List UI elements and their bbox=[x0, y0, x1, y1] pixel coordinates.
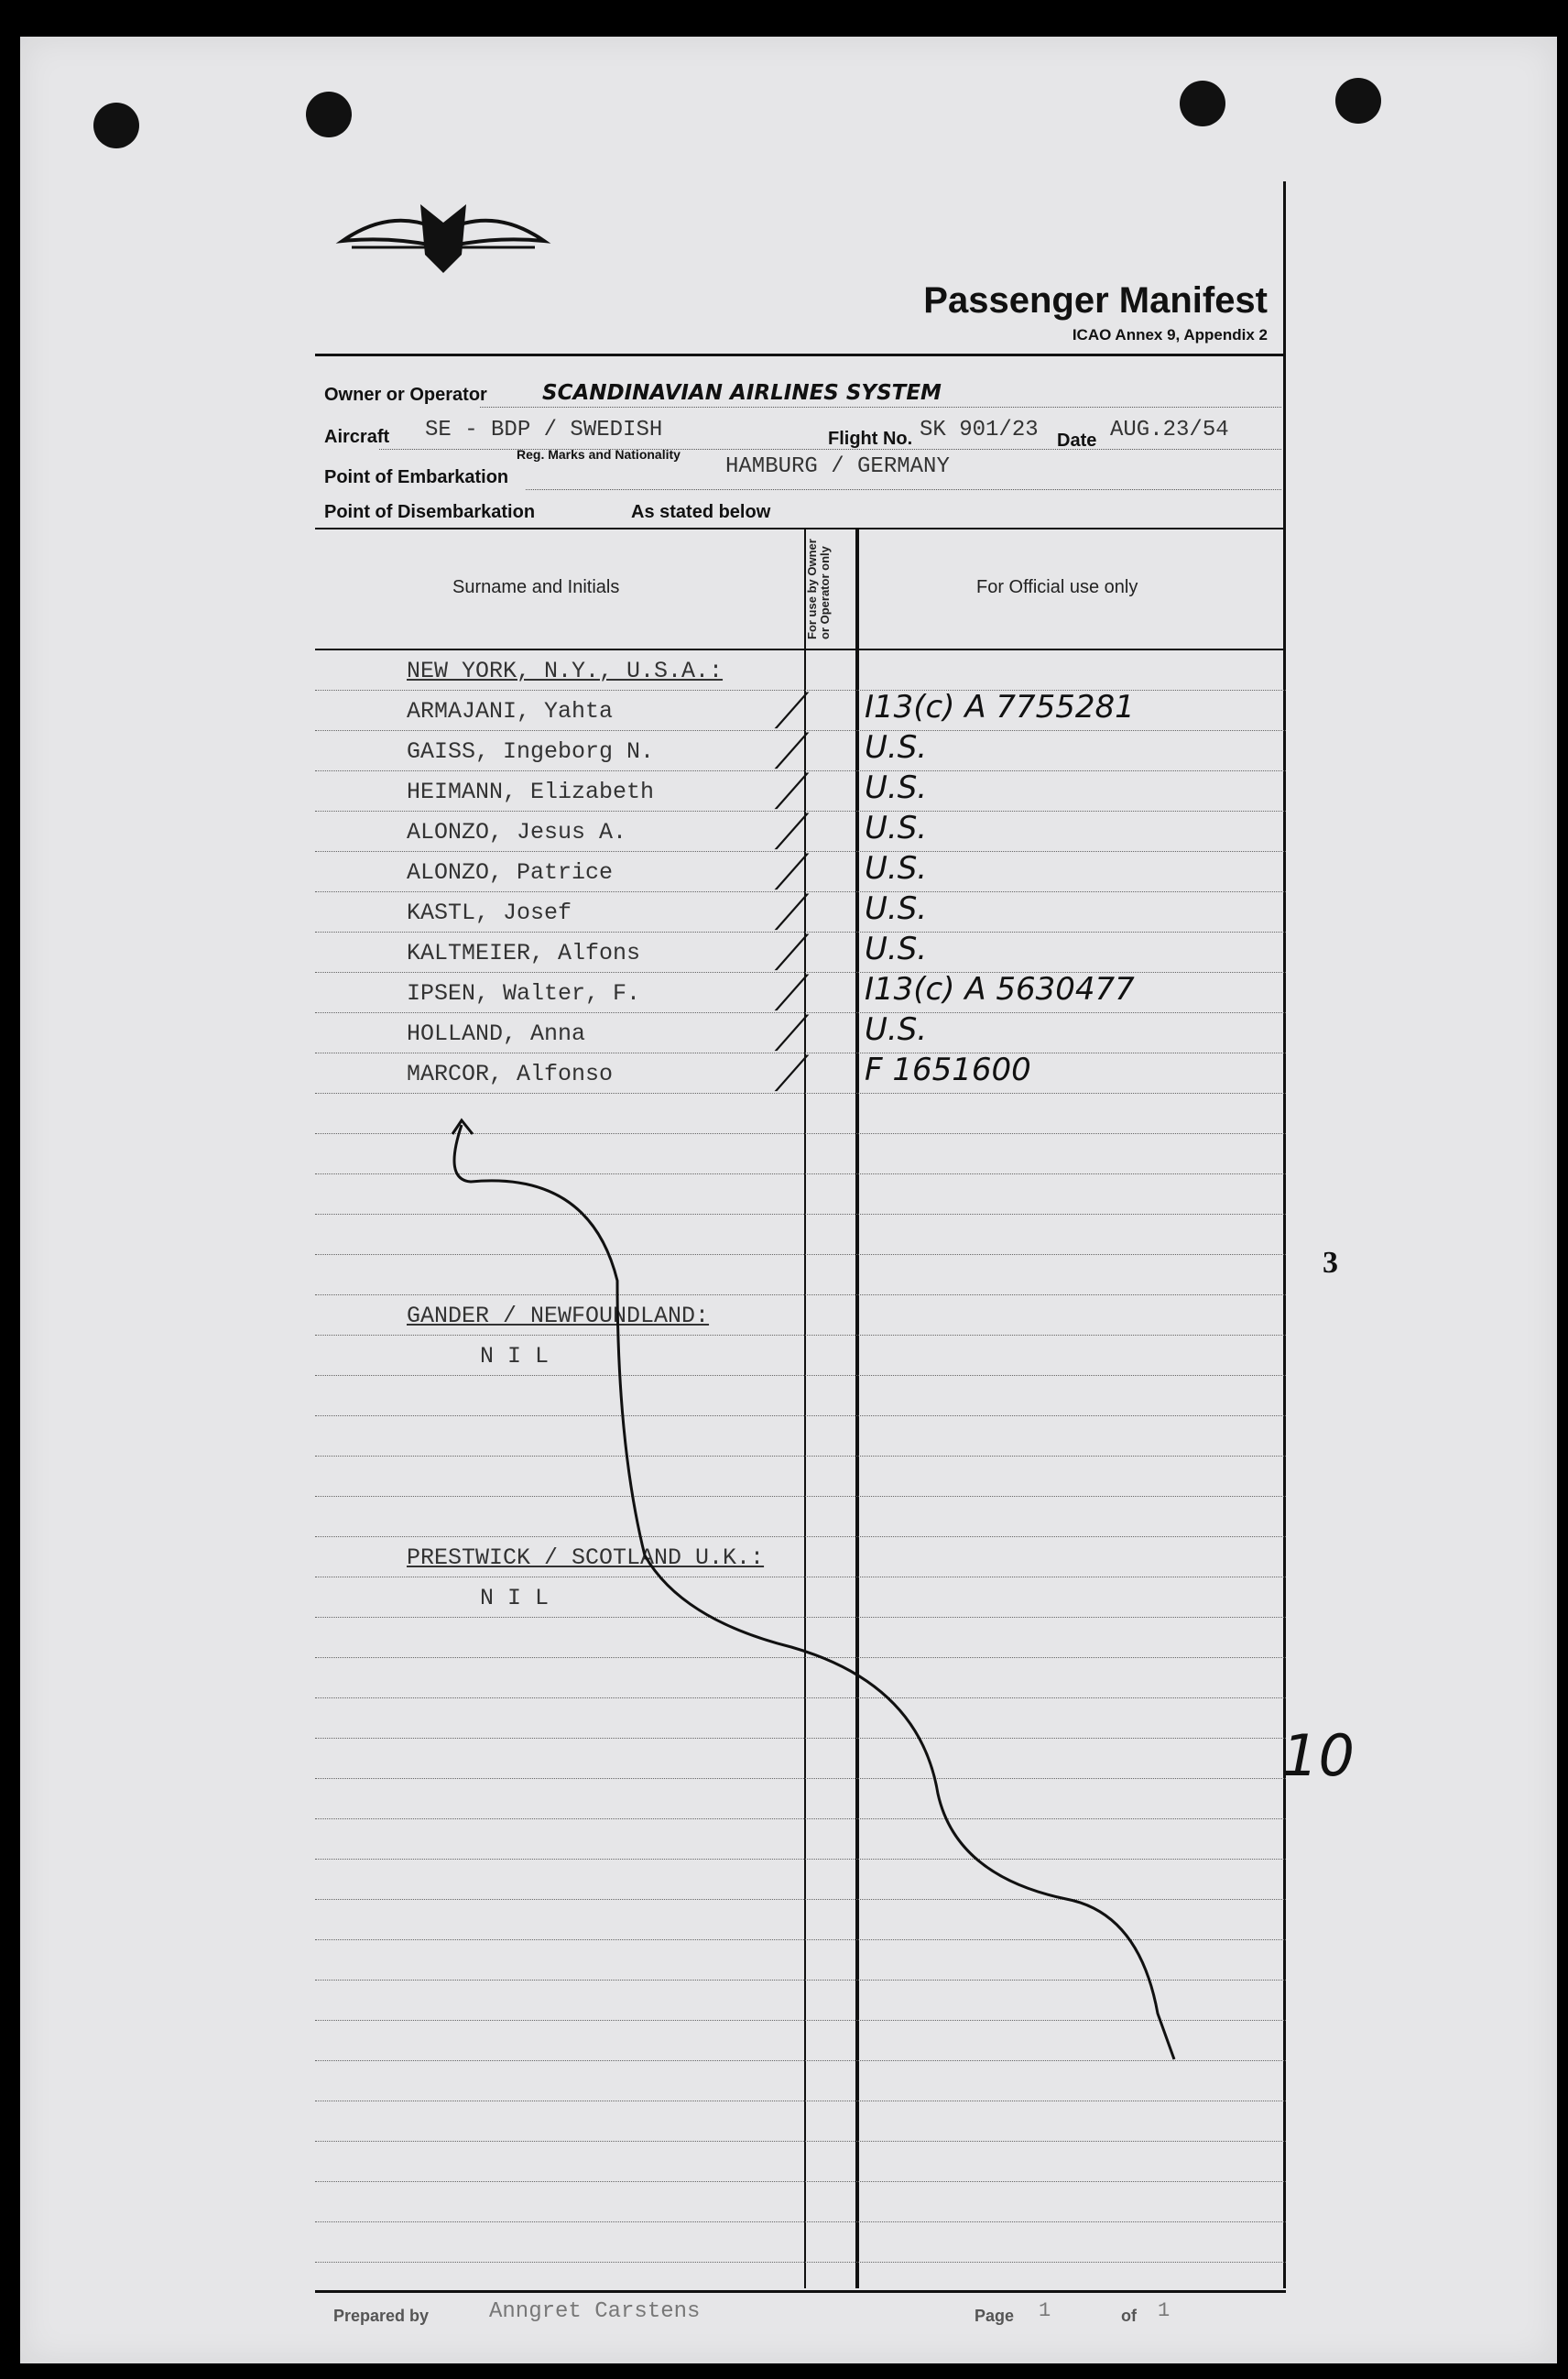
destination-row bbox=[315, 1537, 1286, 1577]
margin-hand-count: 10 bbox=[1282, 1722, 1355, 1789]
table-row bbox=[315, 1860, 1286, 1900]
of-value: 1 bbox=[1158, 2299, 1171, 2322]
passenger-name: KALTMEIER, Alfons bbox=[407, 940, 641, 966]
official-note: U.S. bbox=[865, 931, 928, 967]
punch-hole bbox=[1335, 78, 1381, 124]
table-row bbox=[315, 2222, 1286, 2263]
table-top-rule bbox=[315, 528, 1286, 529]
owner-use-header: For use by Owner or Operator only bbox=[805, 539, 832, 639]
page-label: Page bbox=[975, 2307, 1015, 2325]
date-label: Date bbox=[1057, 431, 1097, 451]
table-row bbox=[315, 771, 1286, 812]
official-note: U.S. bbox=[865, 810, 928, 846]
destination-row bbox=[315, 1295, 1286, 1336]
flight-value: SK 901/23 bbox=[920, 418, 1039, 442]
table-row bbox=[315, 1940, 1286, 1981]
table-row bbox=[315, 1981, 1286, 2021]
table-row bbox=[315, 1094, 1286, 1134]
table-row bbox=[315, 892, 1286, 933]
destination-row bbox=[315, 650, 1286, 691]
airline-wings-logo bbox=[333, 191, 553, 282]
manifest-form bbox=[315, 181, 1286, 2325]
check-mark-icon: ╱ bbox=[776, 693, 808, 728]
destination-label: NEW YORK, N.Y., U.S.A.: bbox=[407, 658, 724, 684]
check-mark-icon: ╱ bbox=[776, 774, 808, 809]
margin-page-number: 3 bbox=[1323, 1246, 1338, 1280]
owner-line bbox=[480, 407, 1281, 408]
table-row bbox=[315, 1416, 1286, 1457]
manifest-sheet bbox=[20, 37, 1557, 2363]
table-row bbox=[315, 1336, 1286, 1376]
table-row bbox=[315, 1255, 1286, 1295]
surname-header: Surname and Initials bbox=[452, 577, 620, 597]
table-row bbox=[315, 1376, 1286, 1416]
check-mark-icon: ╱ bbox=[776, 976, 808, 1010]
table-row bbox=[315, 1577, 1286, 1618]
table-row bbox=[315, 2142, 1286, 2182]
table-row bbox=[315, 2182, 1286, 2222]
punch-hole bbox=[93, 103, 139, 148]
table-row bbox=[315, 1739, 1286, 1779]
table-row bbox=[315, 1900, 1286, 1940]
embark-line bbox=[526, 489, 1281, 490]
flight-label: Flight No. bbox=[828, 429, 913, 449]
table-row bbox=[315, 1779, 1286, 1819]
passenger-name: MARCOR, Alfonso bbox=[407, 1061, 614, 1087]
punch-hole bbox=[1180, 81, 1225, 126]
manifest-title: Passenger Manifest bbox=[923, 280, 1268, 321]
header-rule bbox=[315, 354, 1286, 356]
table-row bbox=[315, 852, 1286, 892]
official-note: I13(c) A 5630477 bbox=[865, 971, 1135, 1008]
table-row bbox=[315, 691, 1286, 731]
passenger-name: ARMAJANI, Yahta bbox=[407, 698, 614, 725]
table-row bbox=[315, 1497, 1286, 1537]
official-note: U.S. bbox=[865, 890, 928, 927]
destination-label: GANDER / NEWFOUNDLAND: bbox=[407, 1303, 710, 1329]
table-row bbox=[315, 2101, 1286, 2142]
manifest-subtitle: ICAO Annex 9, Appendix 2 bbox=[1072, 326, 1268, 344]
check-mark-icon: ╱ bbox=[776, 734, 808, 769]
disembark-value: As stated below bbox=[631, 502, 771, 522]
owner-label: Owner or Operator bbox=[324, 385, 487, 405]
disembark-label: Point of Disembarkation bbox=[324, 502, 536, 522]
embark-label: Point of Embarkation bbox=[324, 467, 509, 487]
check-mark-icon: ╱ bbox=[776, 814, 808, 849]
reg-note: Reg. Marks and Nationality bbox=[517, 447, 681, 462]
owner-value: SCANDINAVIAN AIRLINES SYSTEM bbox=[542, 381, 942, 405]
official-note: U.S. bbox=[865, 729, 928, 766]
table-row bbox=[315, 1053, 1286, 1094]
page-value: 1 bbox=[1039, 2299, 1051, 2322]
aircraft-label: Aircraft bbox=[324, 427, 390, 447]
official-note: F 1651600 bbox=[865, 1052, 1031, 1088]
table-row bbox=[315, 1618, 1286, 1658]
official-header: For Official use only bbox=[976, 577, 1138, 597]
official-note: U.S. bbox=[865, 1011, 928, 1048]
prepared-label: Prepared by bbox=[333, 2307, 430, 2325]
passenger-name: HEIMANN, Elizabeth bbox=[407, 779, 655, 805]
table-row bbox=[315, 731, 1286, 771]
table-row bbox=[315, 1819, 1286, 1860]
nil-note: N I L bbox=[480, 1585, 550, 1611]
official-note: I13(c) A 7755281 bbox=[865, 689, 1135, 726]
table-row bbox=[315, 1698, 1286, 1739]
of-label: of bbox=[1121, 2307, 1137, 2325]
table-row bbox=[315, 1174, 1286, 1215]
date-value: AUG.23/54 bbox=[1110, 418, 1229, 442]
aircraft-line bbox=[379, 449, 1281, 450]
check-mark-icon: ╱ bbox=[776, 1056, 808, 1091]
official-note: U.S. bbox=[865, 769, 928, 806]
prepared-value: Anngret Carstens bbox=[489, 2299, 701, 2324]
table-row bbox=[315, 1013, 1286, 1053]
table-row bbox=[315, 1457, 1286, 1497]
table-row bbox=[315, 2021, 1286, 2061]
nil-note: N I L bbox=[480, 1343, 550, 1370]
passenger-name: ALONZO, Jesus A. bbox=[407, 819, 627, 846]
table-row bbox=[315, 812, 1286, 852]
table-row bbox=[315, 1215, 1286, 1255]
passenger-name: HOLLAND, Anna bbox=[407, 1020, 586, 1047]
table-row bbox=[315, 933, 1286, 973]
table-row bbox=[315, 2061, 1286, 2101]
check-mark-icon: ╱ bbox=[776, 935, 808, 970]
punch-hole bbox=[306, 92, 352, 137]
passenger-name: GAISS, Ingeborg N. bbox=[407, 738, 655, 765]
embark-value: HAMBURG / GERMANY bbox=[725, 454, 950, 479]
table-row bbox=[315, 1658, 1286, 1698]
footer-rule bbox=[315, 2290, 1286, 2293]
official-note: U.S. bbox=[865, 850, 928, 887]
passenger-name: ALONZO, Patrice bbox=[407, 859, 614, 886]
table-row bbox=[315, 1134, 1286, 1174]
passenger-name: IPSEN, Walter, F. bbox=[407, 980, 641, 1007]
check-mark-icon: ╱ bbox=[776, 1016, 808, 1051]
passenger-name: KASTL, Josef bbox=[407, 900, 572, 926]
passenger-rows bbox=[315, 650, 1286, 2290]
check-mark-icon: ╱ bbox=[776, 895, 808, 930]
table-row bbox=[315, 973, 1286, 1013]
aircraft-value: SE - BDP / SWEDISH bbox=[425, 418, 663, 442]
check-mark-icon: ╱ bbox=[776, 855, 808, 889]
destination-label: PRESTWICK / SCOTLAND U.K.: bbox=[407, 1544, 765, 1571]
